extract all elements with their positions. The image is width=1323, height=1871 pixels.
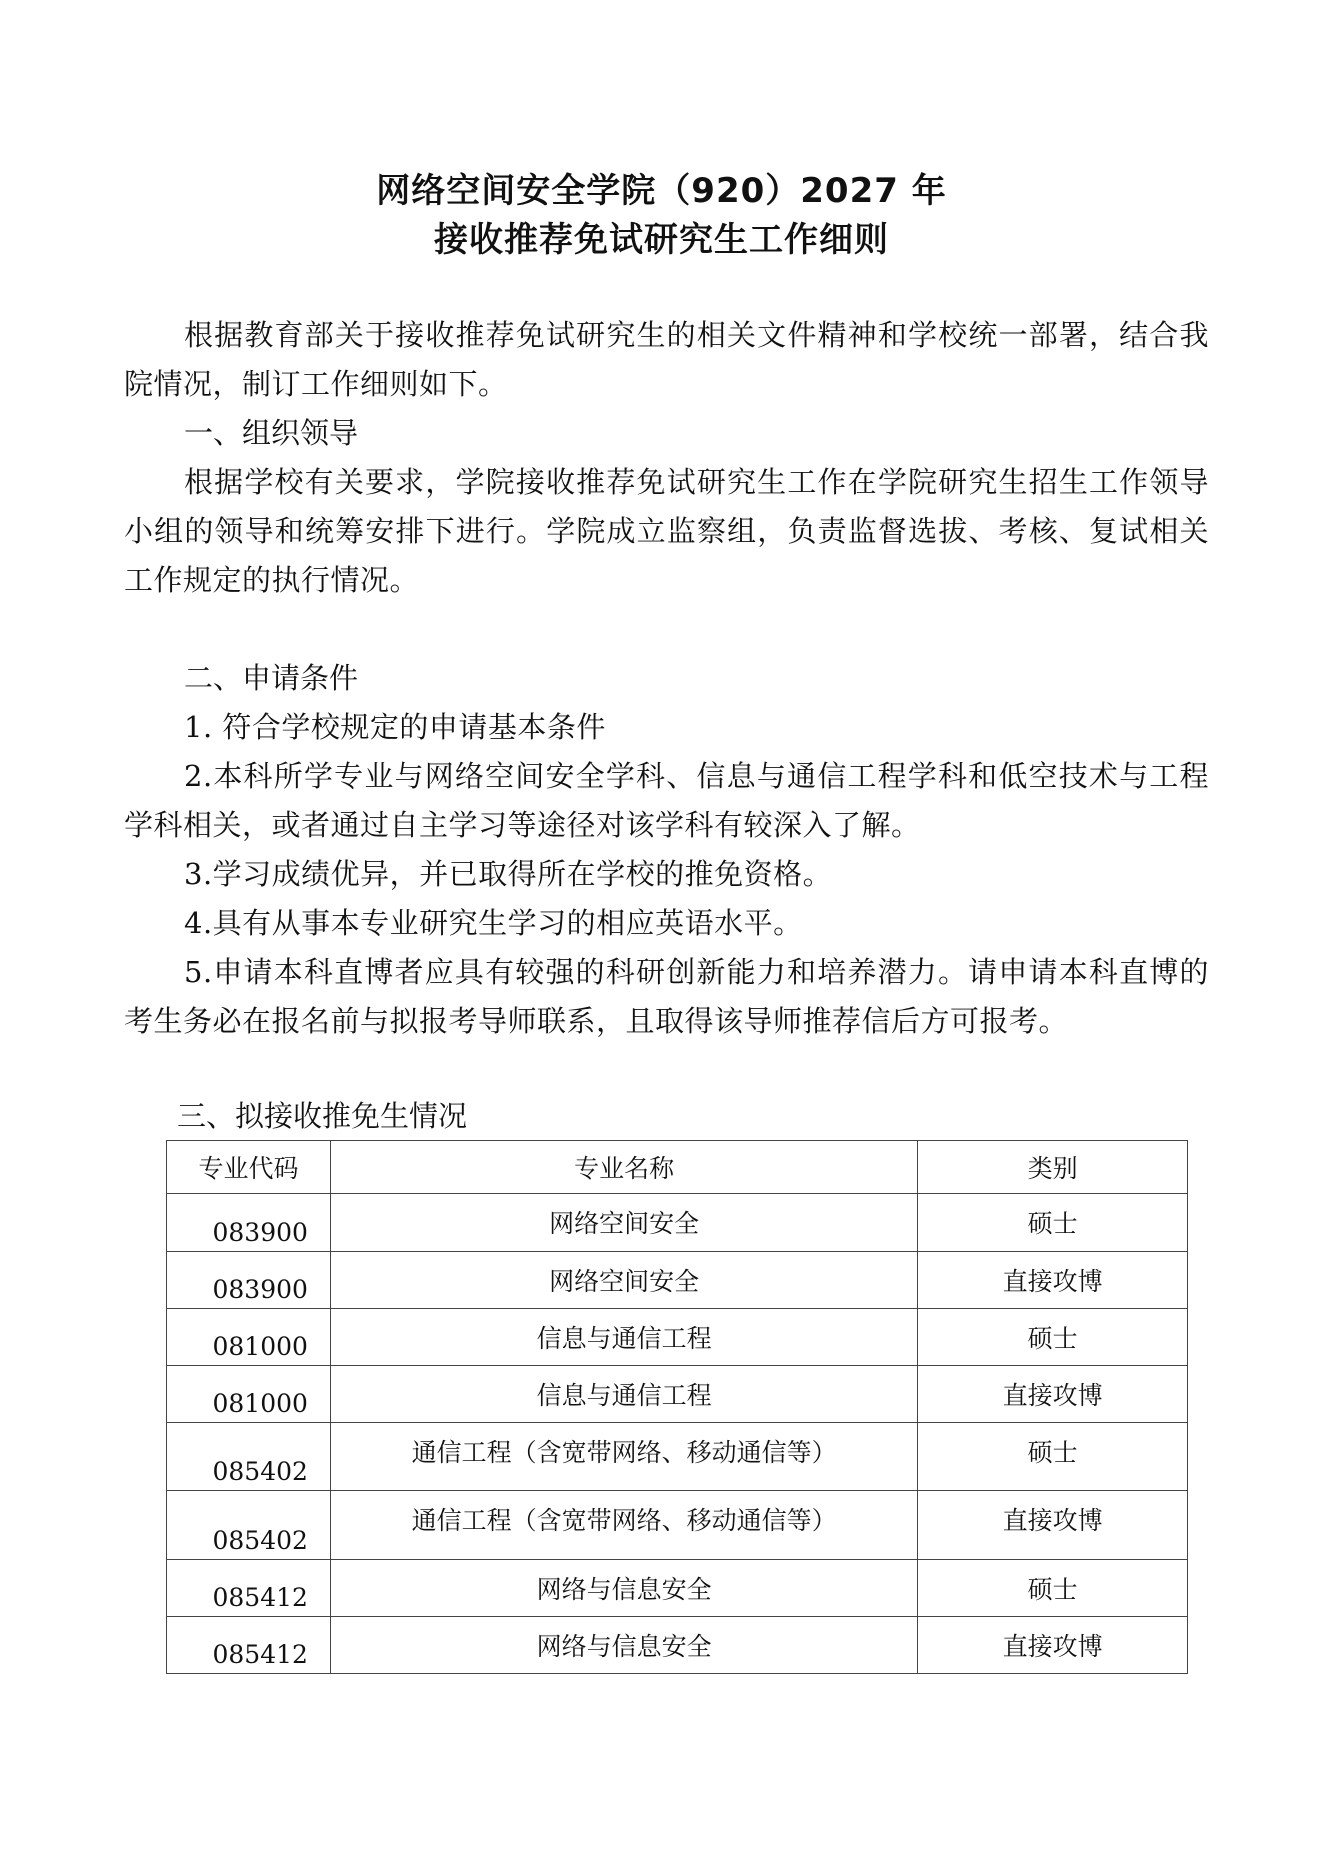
category-cell: 直接攻博 <box>918 1491 1188 1560</box>
section2-heading: 二、申请条件 <box>184 661 359 695</box>
table-row <box>167 1366 1188 1423</box>
category-cell: 直接攻博 <box>918 1366 1188 1423</box>
table-row <box>167 1560 1188 1617</box>
section3-heading: 三、拟接收推免生情况 <box>177 1099 468 1133</box>
major-code-cell: 085402 <box>167 1491 331 1560</box>
major-name-cell: 网络与信息安全 <box>330 1617 917 1674</box>
document-title-line1: 网络空间安全学院（920）2027 年 <box>376 171 947 211</box>
header-major-code: 专业代码 <box>167 1141 331 1194</box>
table-row <box>167 1491 1188 1560</box>
intro-paragraph: 根据教育部关于接收推荐免试研究生的相关文件精神和学校统一部署，结合我院情况，制订工作细则如下。 <box>124 318 1209 401</box>
section1-heading: 一、组织领导 <box>184 416 359 450</box>
major-code-cell: 083900 <box>167 1194 331 1252</box>
category-cell: 硕士 <box>918 1423 1188 1491</box>
table-row <box>167 1423 1188 1491</box>
major-name-cell: 网络空间安全 <box>330 1252 917 1309</box>
document-title-line2: 接收推荐免试研究生工作细则 <box>434 220 889 260</box>
major-name-cell: 信息与通信工程 <box>330 1309 917 1366</box>
table-row <box>167 1252 1188 1309</box>
table-row <box>167 1617 1188 1674</box>
major-name-cell: 通信工程（含宽带网络、移动通信等） <box>330 1491 917 1560</box>
major-code-cell: 085412 <box>167 1617 331 1674</box>
header-category: 类别 <box>918 1141 1188 1194</box>
condition-item-2: 2.本科所学专业与网络空间安全学科、信息与通信工程学科和低空技术与工程学科相关，或者通过自主学习等途径对该学科有较深入了解。 <box>124 759 1209 842</box>
category-cell: 直接攻博 <box>918 1617 1188 1674</box>
major-code-cell: 085402 <box>167 1423 331 1491</box>
section1-body: 根据学校有关要求，学院接收推荐免试研究生工作在学院研究生招生工作领导小组的领导和统筹安排下进行。学院成立监察组，负责监督选拔、考核、复试相关工作规定的执行情况。 <box>124 465 1209 597</box>
major-code-cell: 083900 <box>167 1252 331 1309</box>
table-row <box>167 1309 1188 1366</box>
condition-item-4: 4.具有从事本专业研究生学习的相应英语水平。 <box>184 906 803 940</box>
category-cell: 硕士 <box>918 1194 1188 1252</box>
major-code-cell: 081000 <box>167 1309 331 1366</box>
category-cell: 直接攻博 <box>918 1252 1188 1309</box>
intake-table <box>166 1140 1188 1674</box>
major-code-cell: 085412 <box>167 1560 331 1617</box>
header-major-name: 专业名称 <box>330 1141 917 1194</box>
major-name-cell: 网络与信息安全 <box>330 1560 917 1617</box>
table-header-row <box>167 1141 1188 1194</box>
condition-item-1: 1. 符合学校规定的申请基本条件 <box>184 710 606 744</box>
category-cell: 硕士 <box>918 1309 1188 1366</box>
major-name-cell: 信息与通信工程 <box>330 1366 917 1423</box>
major-code-cell: 081000 <box>167 1366 331 1423</box>
table-row <box>167 1194 1188 1252</box>
major-name-cell: 网络空间安全 <box>330 1194 917 1252</box>
condition-item-3: 3.学习成绩优异，并已取得所在学校的推免资格。 <box>184 857 833 891</box>
category-cell: 硕士 <box>918 1560 1188 1617</box>
major-name-cell: 通信工程（含宽带网络、移动通信等） <box>330 1423 917 1491</box>
condition-item-5: 5.申请本科直博者应具有较强的科研创新能力和培养潜力。请申请本科直博的考生务必在报名前与拟报考导师联系，且取得该导师推荐信后方可报考。 <box>124 955 1209 1038</box>
